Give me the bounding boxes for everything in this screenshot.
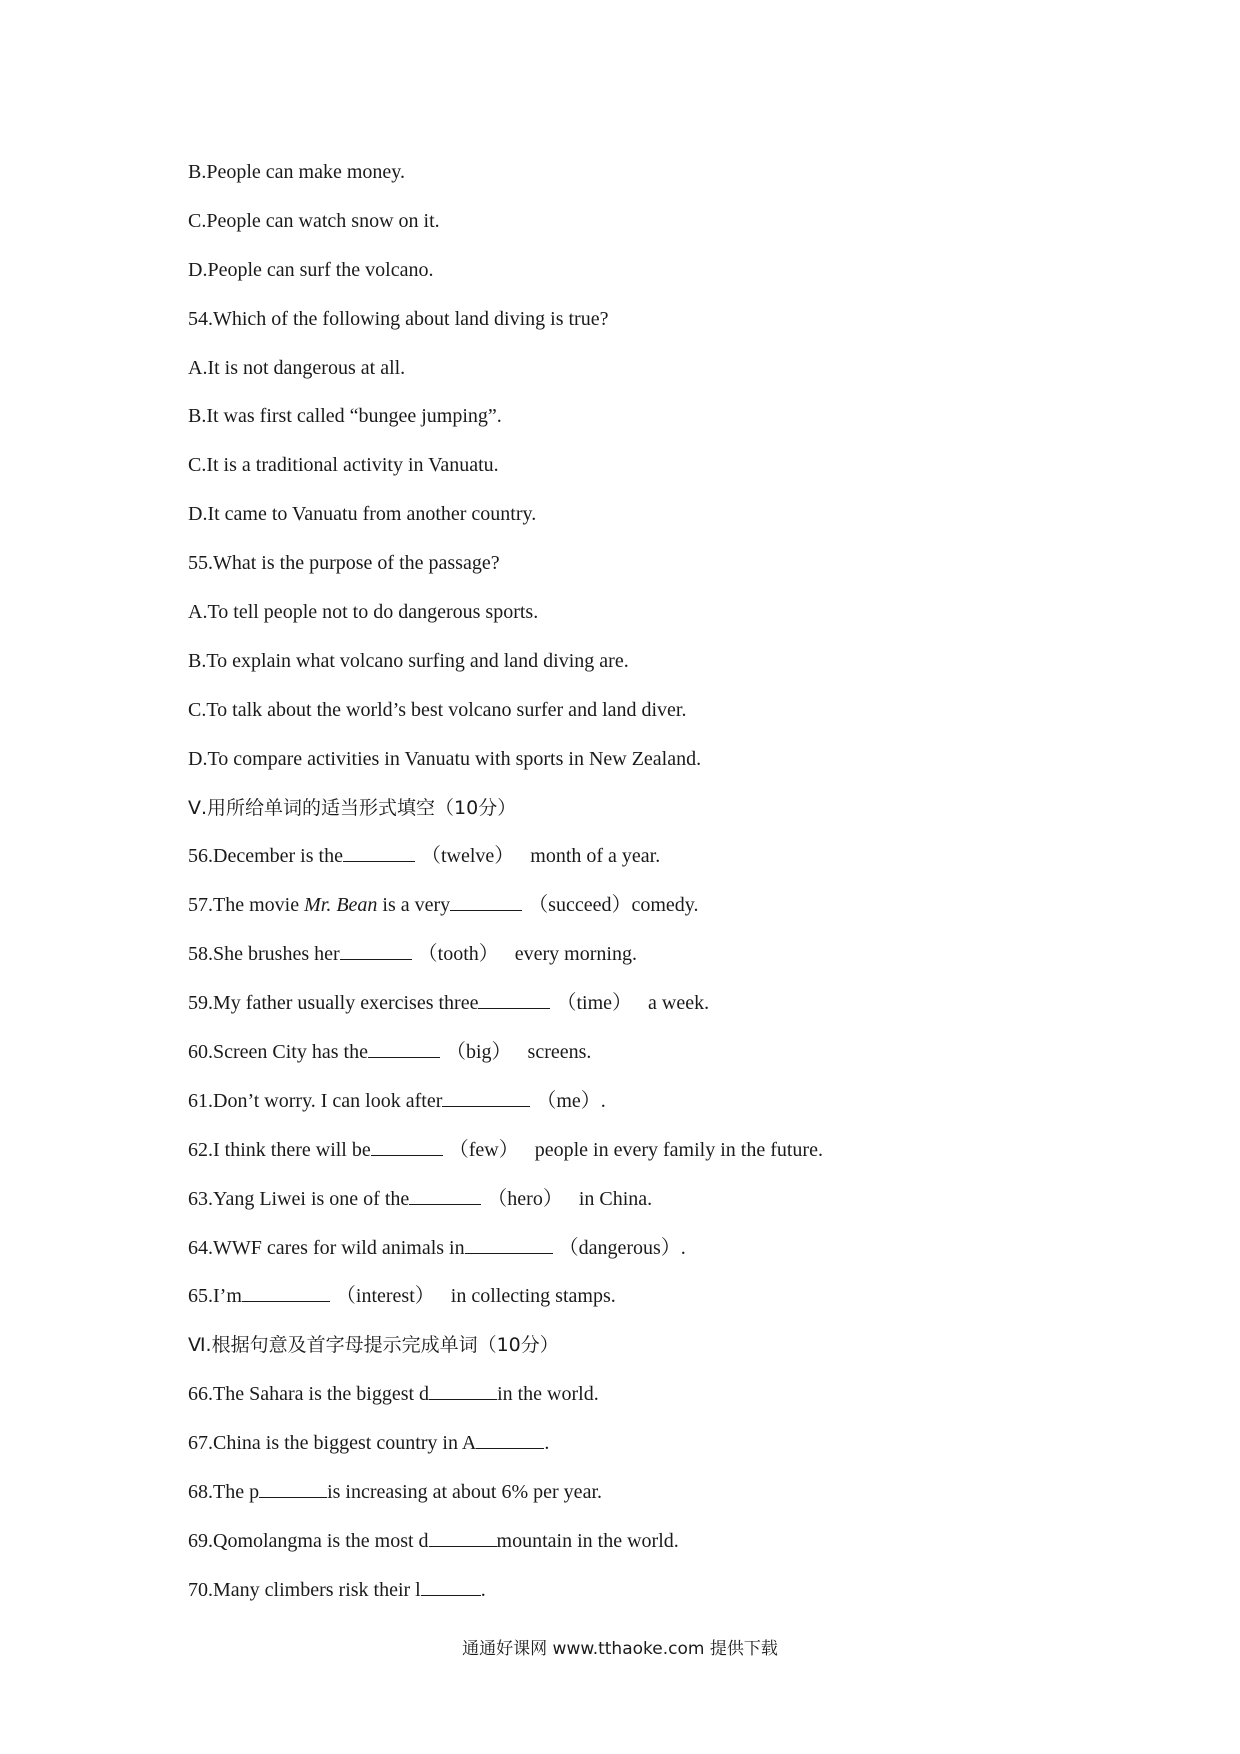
question-61	[188, 1087, 1148, 1136]
question-text: 57.The movie	[188, 894, 305, 917]
question-text-end: .	[480, 1578, 486, 1601]
option-55-a: A.To tell people not to do dangerous sports.	[188, 601, 539, 624]
question-text: 61.Don’t worry. I can look after	[188, 1089, 443, 1112]
answer-blank[interactable]	[429, 1380, 497, 1400]
question-65	[188, 1282, 1148, 1331]
question-text-end: people in every family in the future.	[534, 1138, 823, 1161]
question-64	[188, 1234, 1148, 1283]
word-hint: （succeed）	[528, 894, 632, 917]
question-62	[188, 1136, 1148, 1185]
question-text: 67.China is the biggest country in A	[188, 1432, 477, 1455]
question-60	[188, 1038, 1148, 1087]
word-hint: （tooth）	[417, 943, 499, 966]
question-68	[188, 1478, 1148, 1527]
question-text: 70.Many climbers risk their l	[188, 1578, 421, 1601]
question-text: 66.The Sahara is the biggest d	[188, 1383, 430, 1406]
question-57	[188, 891, 1148, 940]
question-text: 69.Qomolangma is the most d	[188, 1529, 429, 1552]
answer-blank[interactable]	[340, 940, 412, 960]
question-text-end: .	[544, 1432, 550, 1455]
answer-blank[interactable]	[465, 1234, 553, 1254]
question-text: 62.I think there will be	[188, 1138, 371, 1161]
question-text-end: in collecting stamps.	[450, 1285, 616, 1308]
word-hint: （hero）	[487, 1187, 563, 1210]
answer-blank[interactable]	[476, 1429, 544, 1449]
option-54-b: B.It was first called “bungee jumping”.	[188, 405, 502, 428]
question-text-end: is increasing at about 6% per year.	[327, 1481, 602, 1504]
question-text: 64.WWF cares for wild animals in	[188, 1236, 465, 1259]
word-hint: （twelve）	[420, 845, 515, 868]
question-text-end: screens.	[527, 1041, 592, 1064]
option-54-a: A.It is not dangerous at all.	[188, 356, 406, 379]
question-text-end: month of a year.	[530, 845, 661, 868]
word-hint: （big）	[445, 1041, 512, 1064]
question-text: 56.December is the	[188, 845, 343, 868]
question-text: 60.Screen City has the	[188, 1041, 368, 1064]
word-hint: （few）	[448, 1138, 519, 1161]
question-67	[188, 1429, 1148, 1478]
question-66	[188, 1380, 1148, 1429]
question-text: 68.The p	[188, 1481, 260, 1504]
question-text-end: a week.	[648, 992, 710, 1015]
question-text-end: mountain in the world.	[496, 1529, 679, 1552]
word-hint: （me）.	[536, 1089, 606, 1112]
section-6-title: Ⅵ.根据句意及首字母提示完成单词（10分）	[188, 1334, 559, 1357]
word-hint: （dangerous）.	[558, 1236, 686, 1259]
question-text-end: every morning.	[514, 943, 637, 966]
question-text: 59.My father usually exercises three	[188, 992, 479, 1015]
answer-blank[interactable]	[421, 1576, 481, 1596]
question-text: 63.Yang Liwei is one of the	[188, 1187, 410, 1210]
question-55: 55.What is the purpose of the passage?	[188, 552, 500, 575]
word-hint: （time）	[556, 992, 632, 1015]
question-54: 54.Which of the following about land diving is true?	[188, 307, 609, 330]
worksheet-page	[188, 158, 1148, 1625]
word-hint: （interest）	[335, 1285, 435, 1308]
answer-blank[interactable]	[368, 1038, 440, 1058]
answer-blank[interactable]	[478, 989, 550, 1009]
option-53-d: D.People can surf the volcano.	[188, 258, 434, 281]
option-55-b: B.To explain what volcano surfing and land diving are.	[188, 649, 629, 672]
option-54-d: D.It came to Vanuatu from another country.	[188, 503, 537, 526]
question-text-end: comedy.	[631, 894, 699, 917]
option-55-c: C.To talk about the world’s best volcano surfer and land diver.	[188, 698, 687, 721]
answer-blank[interactable]	[450, 891, 522, 911]
option-54-c: C.It is a traditional activity in Vanuatu.	[188, 454, 499, 477]
movie-title: Mr. Bean	[304, 894, 378, 917]
question-text: 65.I’m	[188, 1285, 242, 1308]
question-59	[188, 989, 1148, 1038]
question-56	[188, 842, 1148, 891]
option-53-c: C.People can watch snow on it.	[188, 209, 440, 232]
answer-blank[interactable]	[442, 1087, 530, 1107]
question-69	[188, 1527, 1148, 1576]
option-53-b: B.People can make money.	[188, 161, 405, 183]
answer-blank[interactable]	[371, 1136, 443, 1156]
section-5-title: Ⅴ.用所给单词的适当形式填空（10分）	[188, 796, 517, 819]
answer-blank[interactable]	[409, 1185, 481, 1205]
question-70	[188, 1576, 1148, 1625]
question-text-end: in the world.	[497, 1383, 599, 1406]
answer-blank[interactable]	[429, 1527, 497, 1547]
question-58	[188, 940, 1148, 989]
page-footer: 通通好课网 www.tthaoke.com 提供下载	[462, 1639, 778, 1659]
question-text-end: in China.	[578, 1187, 653, 1210]
question-text: 58.She brushes her	[188, 943, 340, 966]
answer-blank[interactable]	[242, 1282, 330, 1302]
question-63	[188, 1185, 1148, 1234]
answer-blank[interactable]	[343, 842, 415, 862]
answer-blank[interactable]	[259, 1478, 327, 1498]
option-55-d: D.To compare activities in Vanuatu with sports in New Zealand.	[188, 747, 702, 770]
question-text-cont: is a very	[377, 894, 451, 917]
